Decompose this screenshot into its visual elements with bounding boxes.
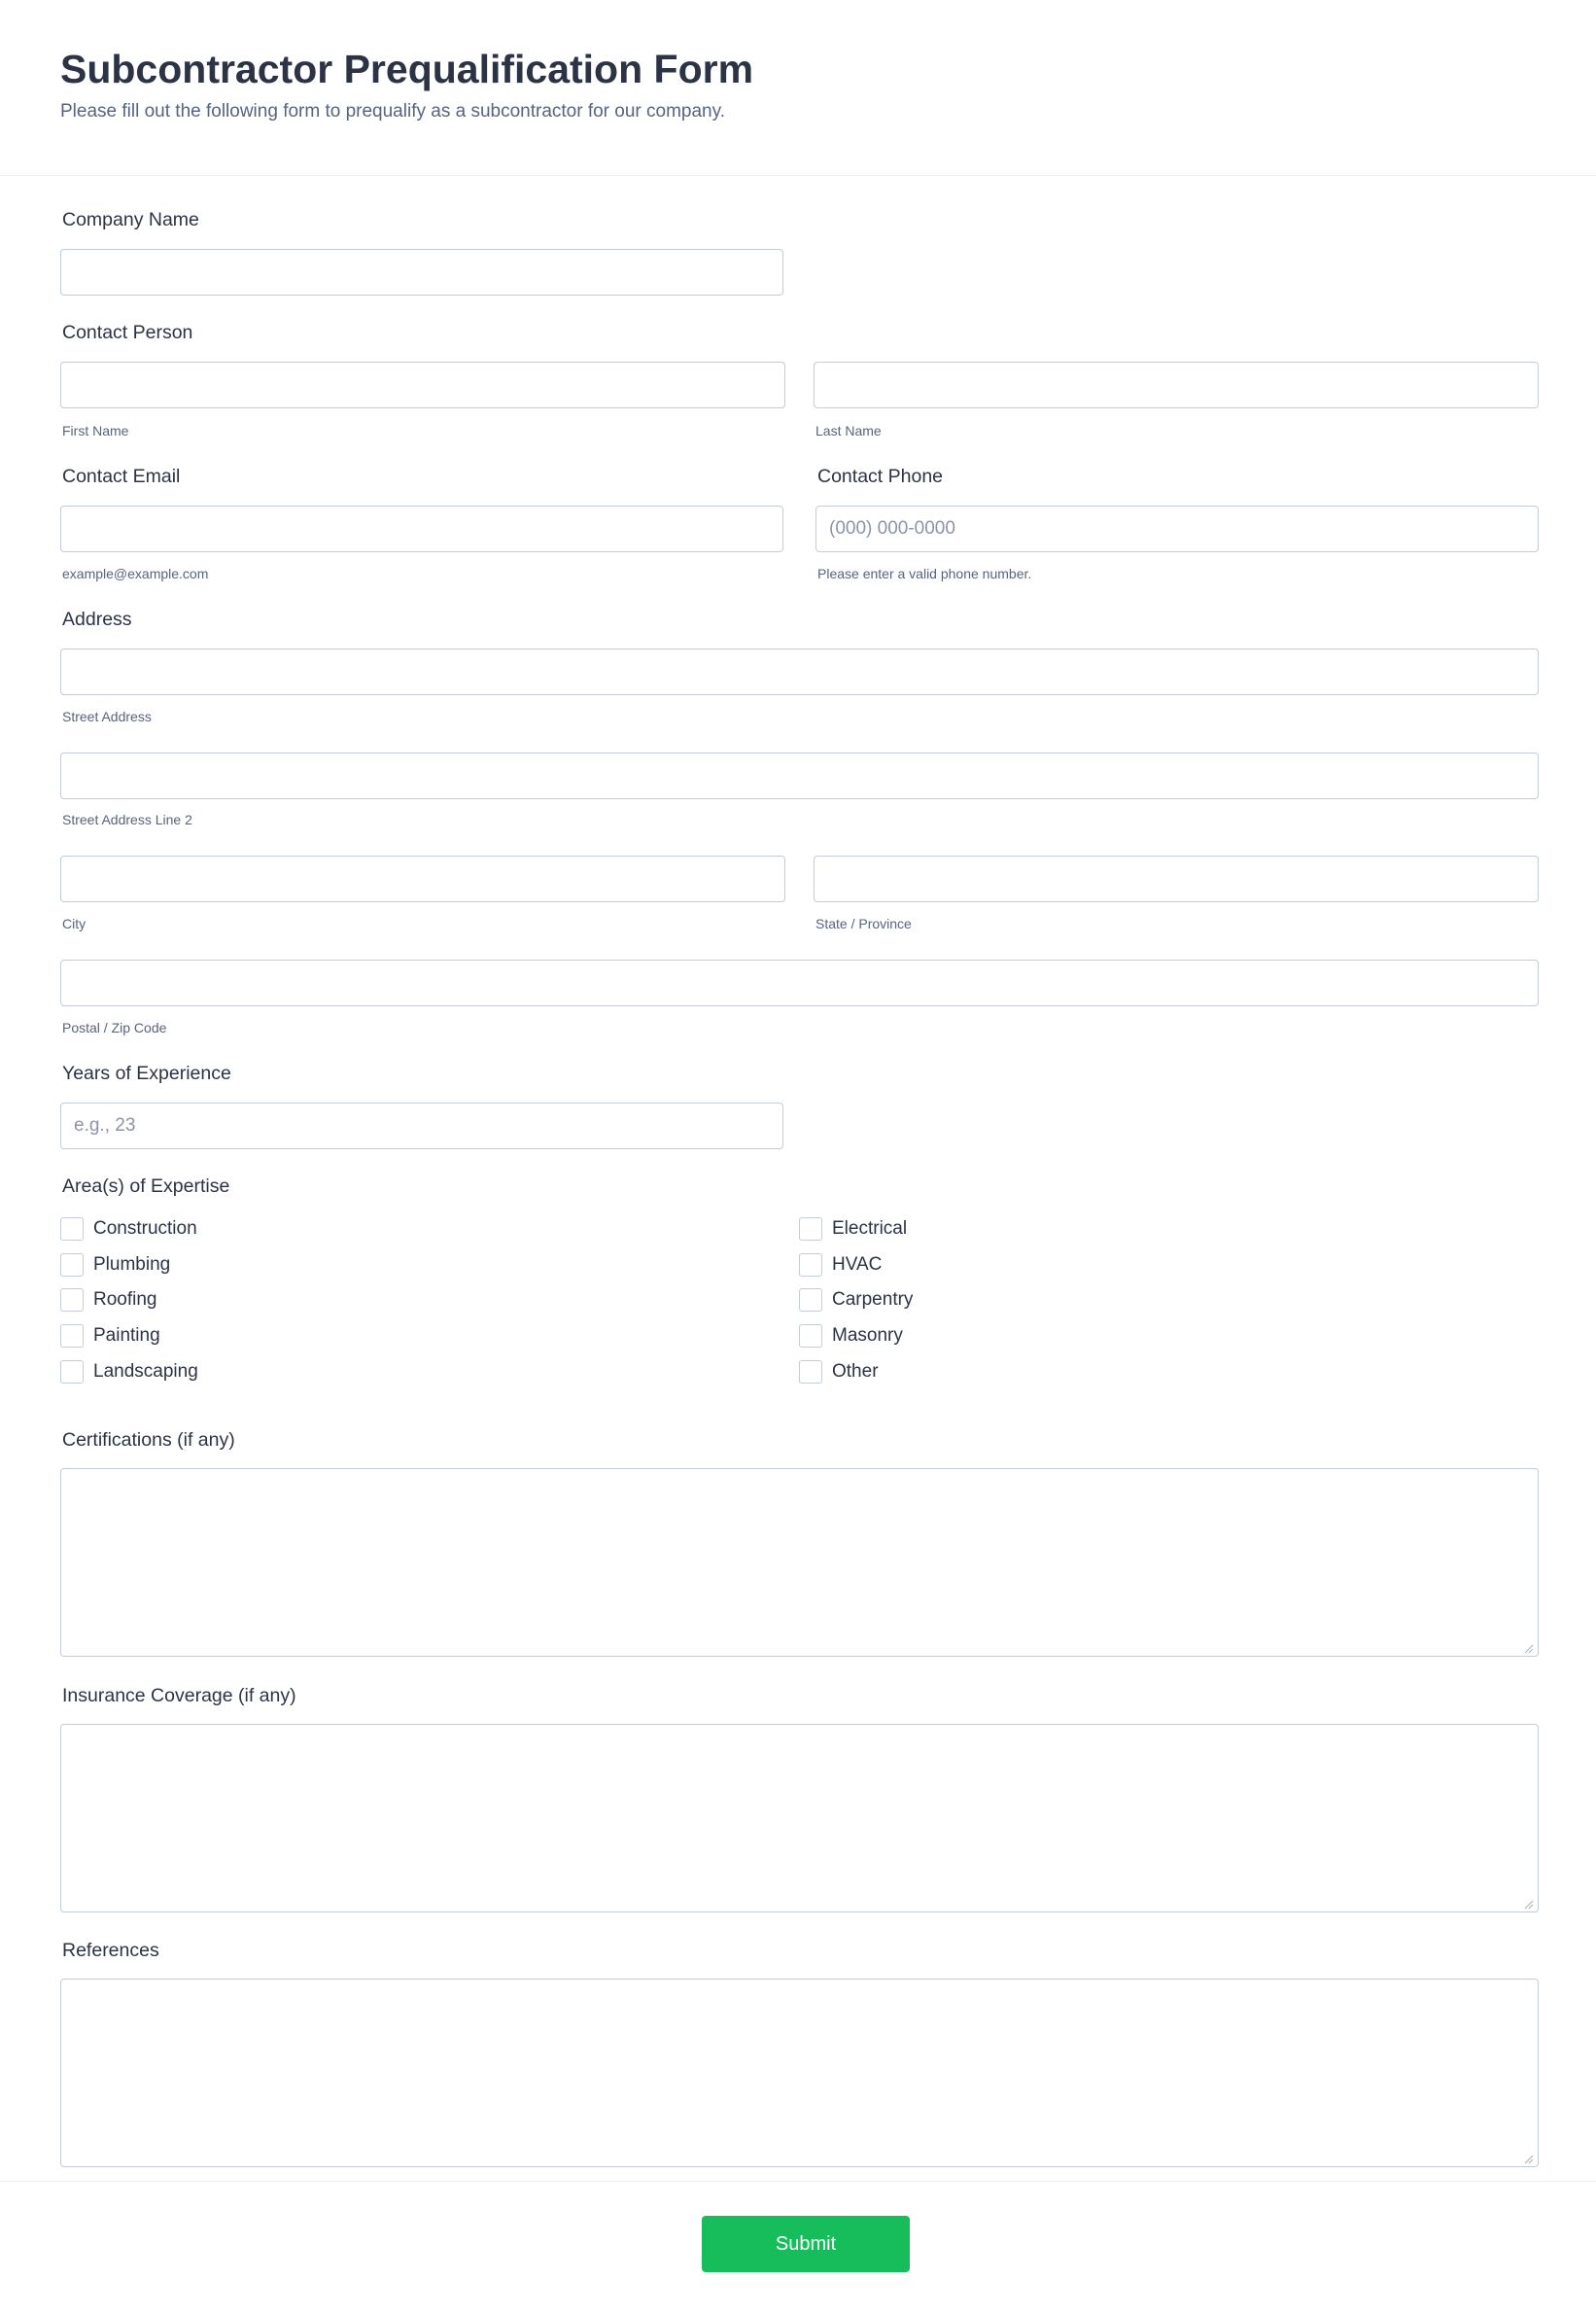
- resize-grip-icon[interactable]: [1524, 1900, 1534, 1910]
- street-address-sublabel: Street Address: [62, 709, 152, 724]
- city-sublabel: City: [62, 916, 87, 931]
- checkbox-label: Painting: [93, 1325, 160, 1346]
- company-name-input[interactable]: [60, 249, 783, 296]
- resize-grip-icon[interactable]: [1524, 1644, 1534, 1654]
- address-label: Address: [62, 609, 132, 630]
- expertise-option-hvac[interactable]: [799, 1252, 882, 1278]
- form-title: Subcontractor Prequalification Form: [60, 47, 754, 91]
- street-address-line2-input[interactable]: [60, 753, 1539, 799]
- insurance-textarea[interactable]: [60, 1724, 1539, 1912]
- contact-phone-label: Contact Phone: [817, 466, 944, 487]
- checkbox-label: Landscaping: [93, 1361, 198, 1382]
- state-input[interactable]: [814, 856, 1539, 902]
- checkbox-label: Masonry: [832, 1325, 903, 1346]
- expertise-option-painting[interactable]: [60, 1323, 160, 1349]
- resize-grip-icon[interactable]: [1524, 2155, 1534, 2164]
- submit-button[interactable]: Submit: [702, 2216, 910, 2272]
- checkbox[interactable]: [60, 1360, 84, 1384]
- contact-phone-sublabel: Please enter a valid phone number.: [817, 566, 1032, 581]
- checkbox[interactable]: [799, 1324, 822, 1348]
- form-header: [0, 0, 1596, 176]
- checkbox-label: Other: [832, 1361, 879, 1382]
- form-subtitle: Please fill out the following form to prequalify as a subcontractor for our company.: [60, 101, 725, 122]
- last-name-input[interactable]: [814, 362, 1539, 408]
- checkbox[interactable]: [799, 1253, 822, 1277]
- contact-phone-input[interactable]: [815, 506, 1539, 552]
- checkbox[interactable]: [799, 1217, 822, 1241]
- certifications-textarea[interactable]: [60, 1468, 1539, 1657]
- references-textarea[interactable]: [60, 1979, 1539, 2167]
- checkbox[interactable]: [799, 1288, 822, 1312]
- expertise-option-masonry[interactable]: [799, 1323, 903, 1349]
- contact-email-input[interactable]: [60, 506, 783, 552]
- state-sublabel: State / Province: [815, 916, 912, 931]
- insurance-label: Insurance Coverage (if any): [62, 1685, 296, 1706]
- last-name-sublabel: Last Name: [815, 423, 882, 438]
- postal-code-input[interactable]: [60, 960, 1539, 1006]
- company-name-label: Company Name: [62, 209, 199, 230]
- checkbox[interactable]: [60, 1253, 84, 1277]
- checkbox-label: Roofing: [93, 1289, 157, 1310]
- checkbox[interactable]: [799, 1360, 822, 1384]
- expertise-option-electrical[interactable]: [799, 1216, 907, 1242]
- street-address-input[interactable]: [60, 649, 1539, 695]
- first-name-sublabel: First Name: [62, 423, 129, 438]
- postal-code-sublabel: Postal / Zip Code: [62, 1020, 167, 1035]
- expertise-option-plumbing[interactable]: [60, 1252, 170, 1278]
- certifications-label: Certifications (if any): [62, 1429, 235, 1451]
- expertise-label: Area(s) of Expertise: [62, 1175, 230, 1197]
- checkbox[interactable]: [60, 1288, 84, 1312]
- years-experience-label: Years of Experience: [62, 1063, 231, 1084]
- street-address-line2-sublabel: Street Address Line 2: [62, 812, 192, 827]
- contact-person-label: Contact Person: [62, 322, 193, 343]
- checkbox[interactable]: [60, 1324, 84, 1348]
- city-input[interactable]: [60, 856, 785, 902]
- expertise-option-carpentry[interactable]: [799, 1287, 913, 1313]
- checkbox[interactable]: [60, 1217, 84, 1241]
- years-experience-input[interactable]: [60, 1103, 783, 1149]
- checkbox-label: Carpentry: [832, 1289, 914, 1310]
- checkbox-label: HVAC: [832, 1254, 883, 1275]
- expertise-option-other[interactable]: [799, 1359, 879, 1385]
- expertise-option-roofing[interactable]: [60, 1287, 157, 1313]
- checkbox-label: Electrical: [832, 1218, 908, 1239]
- expertise-option-landscaping[interactable]: [60, 1359, 198, 1385]
- contact-email-sublabel: example@example.com: [62, 566, 209, 581]
- expertise-option-construction[interactable]: [60, 1216, 197, 1242]
- references-label: References: [62, 1940, 159, 1961]
- checkbox-label: Construction: [93, 1218, 197, 1239]
- contact-email-label: Contact Email: [62, 466, 181, 487]
- checkbox-label: Plumbing: [93, 1254, 171, 1275]
- first-name-input[interactable]: [60, 362, 785, 408]
